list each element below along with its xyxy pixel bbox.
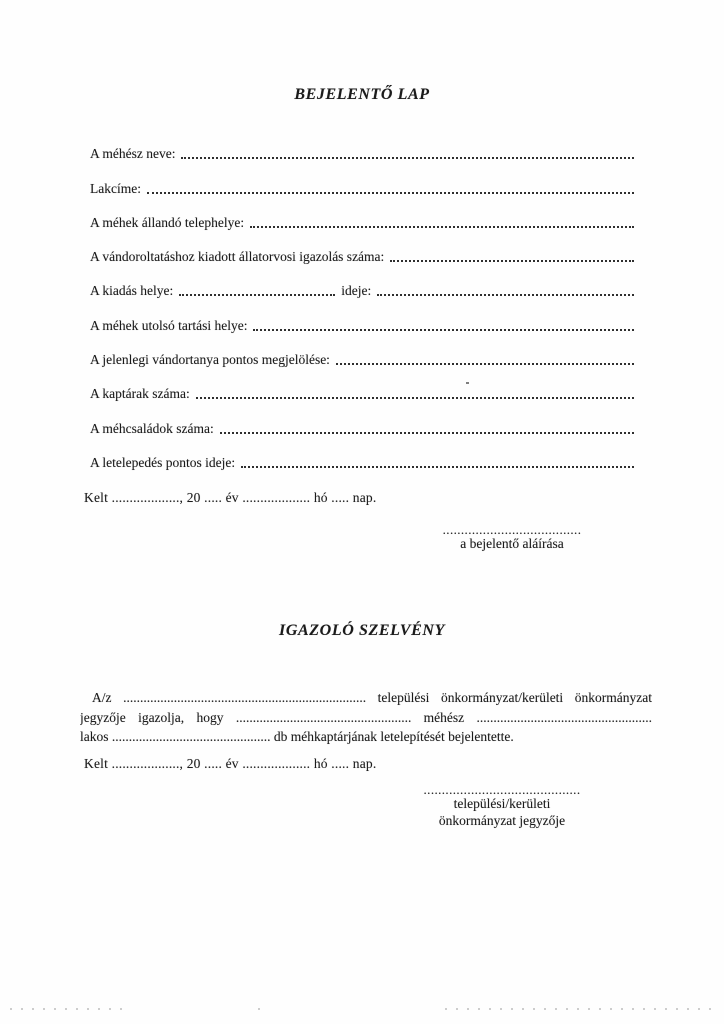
slip-dated-line: Kelt ..................., 20 ..... év ................... hó ..... nap. xyxy=(84,756,377,771)
signature-dotted-line: ........................................... xyxy=(423,782,581,797)
slip-paragraph-line: jegyzője igazolja, hogy .................................................... méhész .................................................... xyxy=(80,709,652,725)
dotted-fill-line xyxy=(390,260,634,262)
form-signature-block xyxy=(436,524,588,552)
signature-caption: önkormányzat jegyzője xyxy=(438,813,566,828)
slip-paragraph-line: lakos ............................................... db méhkaptárjának letelepítését bejelentette. xyxy=(80,729,514,744)
field-label: A kiadás helye: xyxy=(90,283,174,299)
form-title: BEJELENTŐ LAP xyxy=(294,86,430,103)
dotted-fill-line xyxy=(196,397,634,399)
field-row-hive-count xyxy=(90,368,634,402)
dotted-fill-line xyxy=(377,294,634,296)
field-label: A méhek állandó telephelye: xyxy=(90,214,245,230)
dotted-fill-line xyxy=(241,466,634,468)
field-label: A méhcsaládok száma: xyxy=(90,420,214,436)
field-label: A kaptárak száma: xyxy=(90,386,190,402)
signature-caption: a bejelentő aláírása xyxy=(460,536,564,551)
field-row-issue-place-and-date xyxy=(90,265,634,299)
scan-artifact xyxy=(258,1008,268,1010)
field-label: A letelepedés pontos ideje: xyxy=(90,454,236,470)
dotted-fill-line xyxy=(253,329,634,331)
field-label: A méhész neve: xyxy=(90,146,176,162)
dotted-fill-line xyxy=(181,157,634,159)
field-label: A jelenlegi vándortanya pontos megjelölése: xyxy=(90,352,330,368)
scan-artifact xyxy=(466,382,469,384)
dotted-fill-line xyxy=(250,226,634,228)
form-fields xyxy=(90,128,634,471)
field-row-vet-certificate-number xyxy=(90,231,634,265)
field-label: ideje: xyxy=(341,283,372,299)
scan-artifact xyxy=(10,1008,128,1010)
slip-paragraph xyxy=(80,688,652,747)
field-label: Lakcíme: xyxy=(90,180,141,196)
field-label: A vándoroltatáshoz kiadott állatorvosi igazolás száma: xyxy=(90,249,385,265)
field-row-permanent-site xyxy=(90,197,634,231)
slip-title: IGAZOLÓ SZELVÉNY xyxy=(279,622,445,639)
field-row-beekeeper-name xyxy=(90,128,634,162)
field-row-last-keeping-place xyxy=(90,299,634,333)
dotted-fill-line xyxy=(220,432,634,434)
field-row-current-camp-designation xyxy=(90,334,634,368)
field-row-colony-count xyxy=(90,402,634,436)
signature-dotted-line: ...................................... xyxy=(442,522,582,537)
dotted-fill-line xyxy=(179,294,335,296)
slip-signature-block xyxy=(414,784,590,829)
signature-caption: települési/kerületi xyxy=(453,796,551,811)
dotted-fill-line xyxy=(336,363,634,365)
field-row-settlement-date xyxy=(90,437,634,471)
scan-artifact xyxy=(445,1008,713,1010)
field-row-address xyxy=(90,162,634,196)
field-label: A méhek utolsó tartási helye: xyxy=(90,317,248,333)
dotted-fill-line xyxy=(147,192,634,194)
slip-paragraph-line: A/z ........................................................................ települési önkormányzat/kerületi önkormányzat xyxy=(92,690,652,705)
form-dated-line: Kelt ..................., 20 ..... év ................... hó ..... nap. xyxy=(84,490,377,505)
